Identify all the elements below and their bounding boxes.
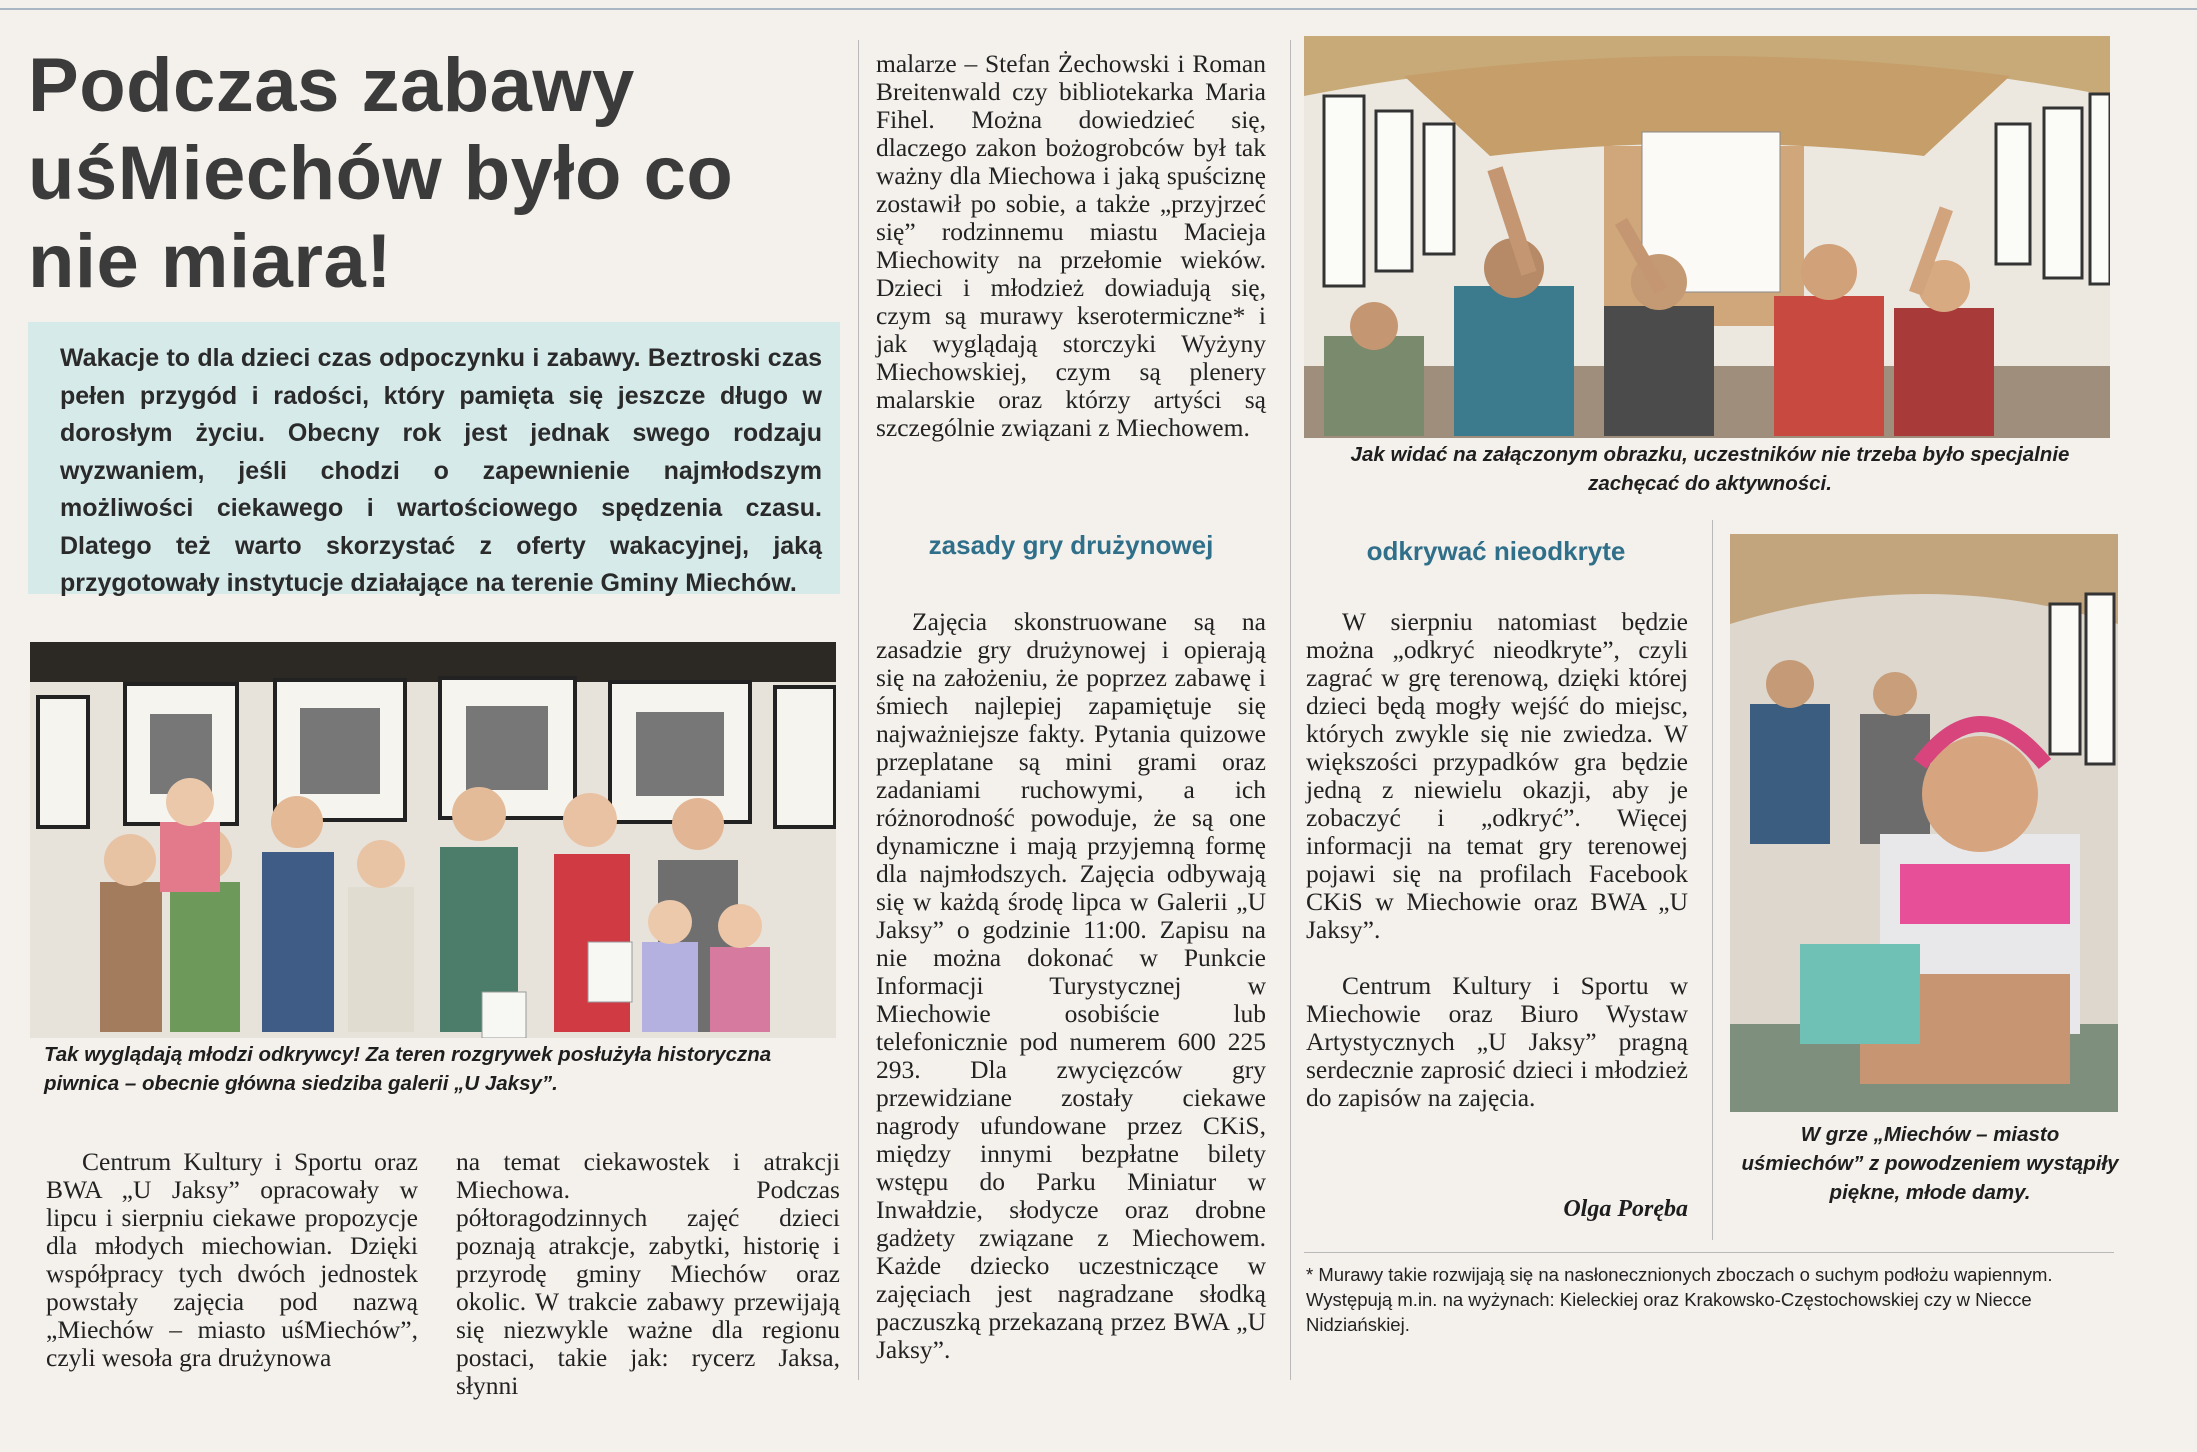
gallery-basement-photo xyxy=(1304,36,2110,438)
body-column-1 xyxy=(46,1148,418,1372)
body-col4-text-b: Centrum Kultury i Sportu w Miechowie oraz Biuro Wystaw Artystycznych „U Jaksy” pragną serdecznie zaprosić dzieci i młodzież do zapisów na zajęcia. xyxy=(1306,971,1688,1112)
photo3-caption: W grze „Miechów – miasto uśmiechów” z powodzeniem wystąpiły piękne, młode damy. xyxy=(1741,1123,2119,1204)
article-lead: Wakacje to dla dzieci czas odpoczynku i zabawy. Beztroski czas pełen przygód i radości, który pamięta się jeszcze długo w dorosłym życiu. Obecny rok jest jednak swego rodzaju wyzwaniem, jeśli chodzi o zapewnienie najmłodszym możliwości ciekawego i wartościowego spędzenia czasu. Dlatego też warto skorzystać z oferty wakacyjnej, jaką przygotowały instytucje działające na terenie Gminy Miechów. xyxy=(28,322,840,594)
body-col2-text: na temat ciekawostek i atrakcji Miechowa. Podczas półtoragodzinnych zajęć dzieci poznają atrakcje, zabytki, historię i przyrodę gminy Miechów oraz okolic. W trakcie zabawy przewijają się niezwykle ważne dla regionu postaci, takie jak: rycerz Jaksa, słynni xyxy=(456,1147,840,1400)
body-column-4 xyxy=(1306,608,1688,1112)
page-top-rule xyxy=(0,8,2197,10)
group-photo xyxy=(30,642,836,1038)
subheading-team-game: zasady gry drużynowej xyxy=(928,530,1214,560)
column-divider-3 xyxy=(1712,520,1713,1240)
photo1-caption: Tak wyglądają młodzi odkrywcy! Za teren rozgrywek posłużyła historyczna piwnica – obecnie główna siedziba galerii „U Jaksy”. xyxy=(44,1043,772,1095)
column-divider-2 xyxy=(1290,40,1291,1380)
footnote-rule xyxy=(1304,1252,2114,1253)
body-column-3 xyxy=(876,50,1266,442)
column-divider-1 xyxy=(858,40,859,1380)
body-column-2 xyxy=(456,1148,840,1400)
body-col4-text-a: W sierpniu natomiast będzie można „odkryć nieodkryte”, czyli zagrać w grę terenową, dzięki której dzieci będą mogły wejść do miejsc, których zwykle się nie zwiedza. W większości przypadków gra będzie jedną z niewielu okazji, aby je zobaczyć i „odkryć”. Więcej informacji na temat gry terenowej pojawi się na profilach Facebook CKiS w Miechowie oraz BWA „U Jaksy”. xyxy=(1306,607,1688,944)
footnote: * Murawy takie rozwijają się na nasłonecznionych zboczach o suchym podłożu wapiennym. Występują m.in. na wyżynach: Kieleckiej oraz Krakowsko-Częstochowskiej czy w Niecce Nidziańskiej. xyxy=(1306,1264,2053,1335)
article-headline: Podczas zabawy uśMiechów było co nie miara! xyxy=(28,43,734,304)
body-column-3-rules xyxy=(876,608,1266,1364)
subheading-discover: odkrywać nieodkryte xyxy=(1366,536,1626,566)
photo2-caption: Jak widać na załączonym obrazku, uczestników nie trzeba było specjalnie zachęcać do aktywności. xyxy=(1350,443,2070,495)
body-col3-intro-text: malarze – Stefan Żechowski i Roman Breitenwald czy bibliotekarka Maria Fihel. Można dowiedzieć się, dlaczego zakon bożogrobców był tak ważny dla Miechowa i jaką spuściznę zostawił po sobie, a także „przyjrzeć się” rodzinnemu miastu Macieja Miechowity na przełomie wieków. Dzieci i młodzież dowiadują się, czym są murawy kserotermiczne* i jak wyglądają storczyki Wyżyny Miechowskiej, czym są plenery malarskie oraz którzy artyści są szczególnie związani z Miechowem. xyxy=(876,49,1266,442)
girl-photo xyxy=(1730,534,2118,1112)
article-author: Olga Poręba xyxy=(1563,1196,1688,1222)
body-col1-text: Centrum Kultury i Sportu oraz BWA „U Jaksy” opracowały w lipcu i sierpniu ciekawe propozycje dla młodych miechowian. Dzięki współpracy tych dwóch jednostek powstały zajęcia pod nazwą „Miechów – miasto uśMiechów”, czyli wesoła gra drużynowa xyxy=(46,1147,418,1372)
body-col3-rules-text: Zajęcia skonstruowane są na zasadzie gry drużynowej i opierają się na założeniu, że poprzez zabawę i śmiech najlepiej zapamiętuje się najważniejsze fakty. Pytania quizowe przeplatane są mini grami oraz zadaniami ruchowymi, a ich różnorodność powoduje, że są one dynamiczne i mają przyjemną formę dla najmłodszych. Zajęcia odbywają się w każdą środę lipca w Galerii „U Jaksy” o godzinie 11:00. Zapisu na nie można dokonać w Punkcie Informacji Turystycznej w Miechowie osobiście lub telefonicznie pod numerem 600 225 293. Dla zwycięzców gry przewidziane zostały ciekawe nagrody ufundowane przez CKiS, między innymi bezpłatne bilety wstępu do Parku Miniatur w Inwałdzie, słodycze oraz drobne gadżety związane z Miechowem. Każde dziecko uczestniczące w zajęciach jest nagradzane słodką paczuszką przekazaną przez BWA „U Jaksy”. xyxy=(876,607,1266,1364)
